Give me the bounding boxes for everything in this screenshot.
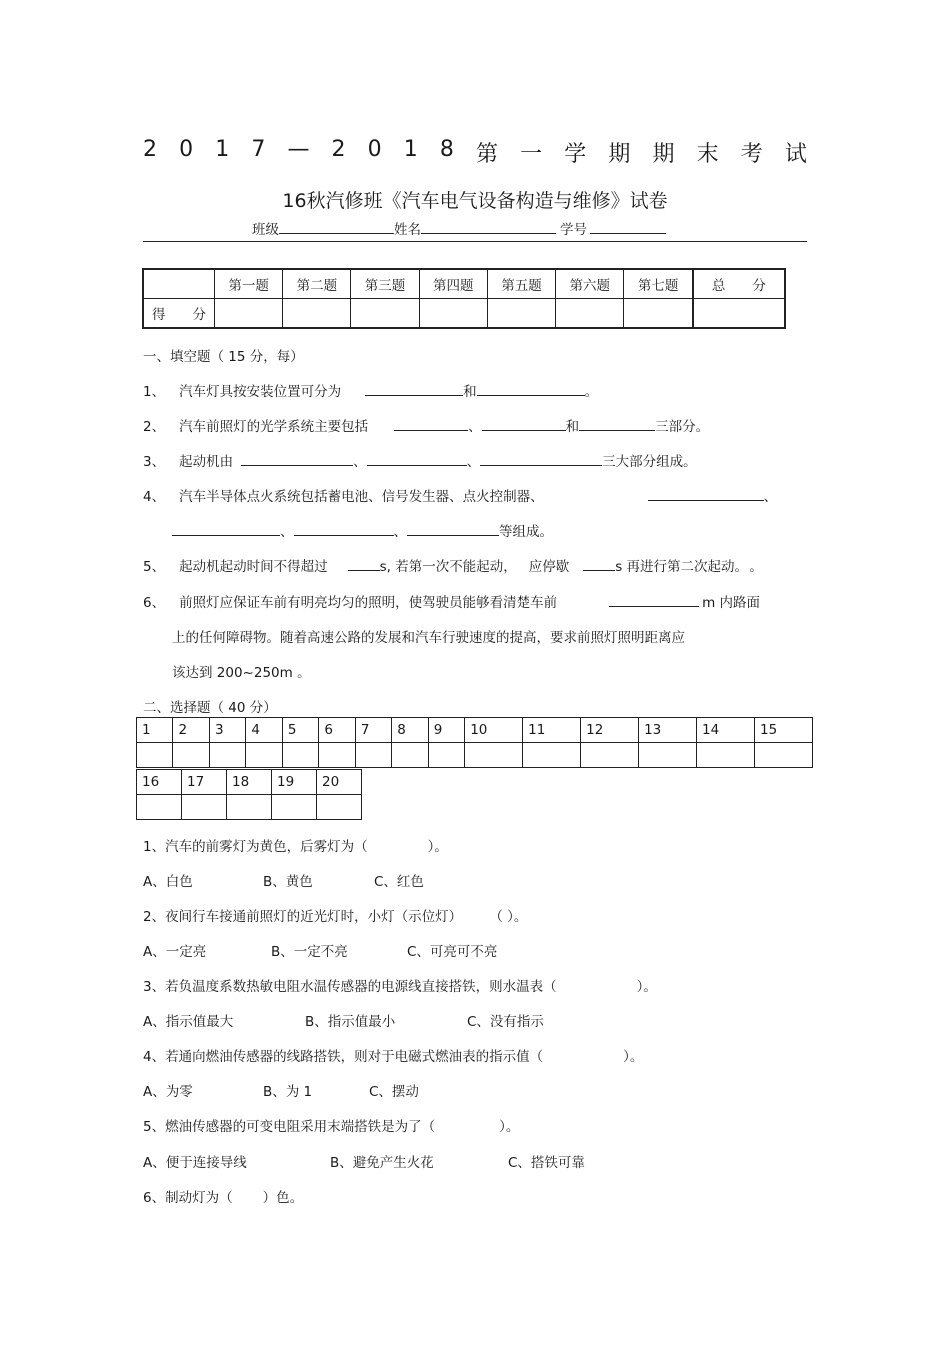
choice-options-5 (143, 1151, 585, 1171)
title-char: 0 (179, 137, 194, 162)
choice-options-1 (143, 870, 424, 890)
header-divider (143, 241, 807, 242)
score-cell[interactable] (556, 299, 624, 329)
answer-grid-cell[interactable] (355, 743, 391, 768)
title-char: 末 (696, 142, 719, 167)
answer-grid-cell[interactable] (272, 795, 317, 820)
fill-question-4-cont: 、 、 等组成。 (172, 520, 553, 540)
answer-blank[interactable] (348, 557, 380, 571)
answer-grid-cells (137, 743, 813, 768)
answer-blank[interactable] (609, 593, 699, 607)
score-header-cell: 第二题 (283, 269, 351, 299)
choice-question-3: 3、若负温度系数热敏电阻水温传感器的电源线直接搭铁，则水温表（ ）。 (143, 979, 657, 995)
option-a[interactable]: A、为零 (143, 1084, 193, 1100)
answer-grid-number: 7 (355, 718, 391, 743)
answer-grid-number: 19 (272, 770, 317, 795)
answer-grid-number: 1 (137, 718, 173, 743)
title-char: 期 (652, 142, 675, 167)
score-row-label: 得 分 (143, 299, 215, 329)
answer-grid-cell[interactable] (319, 743, 355, 768)
answer-grid-number: 4 (246, 718, 282, 743)
option-c[interactable]: C、红色 (374, 874, 424, 890)
answer-grid-cell[interactable] (227, 795, 272, 820)
answer-grid-number: 20 (317, 770, 362, 795)
answer-grid-number: 15 (754, 718, 812, 743)
answer-grid-number: 10 (465, 718, 523, 743)
answer-blank[interactable] (294, 522, 394, 536)
answer-grid-number: 17 (182, 770, 227, 795)
answer-grid-cell[interactable] (173, 743, 209, 768)
answer-grid-cell[interactable] (182, 795, 227, 820)
option-c[interactable]: C、没有指示 (467, 1014, 544, 1030)
answer-grid-cell[interactable] (317, 795, 362, 820)
option-c[interactable]: C、摆动 (369, 1084, 419, 1100)
score-header-cell: 第四题 (419, 269, 487, 299)
answer-grid-2 (136, 769, 362, 820)
score-header-cell: 第三题 (351, 269, 419, 299)
answer-grid-cells (137, 795, 362, 820)
answer-grid-number: 16 (137, 770, 182, 795)
title-char: 1 (403, 137, 418, 162)
answer-blank[interactable] (241, 452, 353, 466)
fill-question-4: 4、 汽车半导体点火系统包括蓄电池、信号发生器、点火控制器、 、 (143, 489, 778, 505)
choice-question-5: 5、燃油传感器的可变电阻采用末端搭铁是为了（ ）。 (143, 1119, 520, 1135)
score-cell[interactable] (215, 299, 283, 329)
answer-grid-labels (137, 718, 813, 743)
section2-heading: 二、选择题（ 40 分） (143, 700, 277, 716)
answer-grid-cell[interactable] (246, 743, 282, 768)
title-char: 8 (439, 137, 454, 162)
score-cell[interactable] (419, 299, 487, 329)
answer-grid-number: 6 (319, 718, 355, 743)
fill-question-3: 3、 起动机由 、 、 三大部分组成。 (143, 454, 697, 470)
answer-blank[interactable] (407, 522, 499, 536)
title-char: 7 (251, 137, 266, 162)
answer-grid-number: 11 (523, 718, 581, 743)
fill-question-6: 6、 前照灯应保证车前有明亮均匀的照明，使驾驶员能够看清楚车前 m 内路面 (143, 595, 761, 611)
option-b[interactable]: B、黄色 (263, 874, 313, 890)
id-blank[interactable] (590, 221, 666, 234)
title-char: 第 (475, 142, 498, 167)
answer-grid-cell[interactable] (581, 743, 639, 768)
answer-blank[interactable] (367, 452, 467, 466)
answer-grid-1 (136, 717, 813, 768)
answer-grid-cell[interactable] (697, 743, 755, 768)
option-a[interactable]: A、白色 (143, 874, 193, 890)
option-a[interactable]: A、一定亮 (143, 944, 207, 960)
answer-grid-cell[interactable] (137, 743, 173, 768)
option-a[interactable]: A、指示值最大 (143, 1014, 234, 1030)
answer-grid-labels (137, 770, 362, 795)
answer-grid-cell[interactable] (465, 743, 523, 768)
option-a[interactable]: A、便于连接导线 (143, 1155, 247, 1171)
name-label: 姓名 (394, 222, 421, 238)
answer-grid-cell[interactable] (209, 743, 245, 768)
score-cell[interactable] (693, 299, 785, 329)
score-header-cell: 第六题 (556, 269, 624, 299)
name-blank[interactable] (421, 221, 556, 234)
score-row (143, 299, 785, 329)
answer-blank[interactable] (482, 417, 566, 431)
id-label: 学号 (560, 222, 587, 238)
score-cell[interactable] (624, 299, 693, 329)
option-b[interactable]: B、为 1 (263, 1084, 313, 1100)
answer-grid-number: 2 (173, 718, 209, 743)
answer-grid-cell[interactable] (523, 743, 581, 768)
choice-question-1: 1、汽车的前雾灯为黄色，后雾灯为（ ）。 (143, 839, 448, 855)
answer-blank[interactable] (583, 557, 615, 571)
answer-blank[interactable] (579, 417, 655, 431)
class-label: 班级 (252, 222, 279, 238)
answer-grid-cell[interactable] (282, 743, 318, 768)
answer-blank[interactable] (480, 452, 602, 466)
title-char: 期 (608, 142, 631, 167)
score-header-cell: 第五题 (487, 269, 555, 299)
student-info-line (252, 218, 666, 238)
title-char: — (287, 137, 310, 162)
answer-grid-number: 9 (428, 718, 464, 743)
choice-question-6: 6、制动灯为（ ）色。 (143, 1190, 304, 1206)
answer-grid-number: 13 (639, 718, 697, 743)
fill-question-1: 1、 汽车灯具按安装位置可分为 和 。 (143, 384, 599, 400)
fill-question-6-line3: 该达到 200~250m 。 (172, 665, 311, 681)
score-header-row (143, 269, 785, 299)
option-c[interactable]: C、搭铁可靠 (508, 1155, 585, 1171)
title-char: 1 (215, 137, 230, 162)
answer-blank[interactable] (477, 382, 585, 396)
answer-blank[interactable] (394, 417, 468, 431)
title-char: 2 (331, 137, 346, 162)
answer-grid-number: 5 (282, 718, 318, 743)
answer-grid-number: 3 (209, 718, 245, 743)
answer-grid-number: 12 (581, 718, 639, 743)
answer-grid-cell[interactable] (428, 743, 464, 768)
score-cell[interactable] (351, 299, 419, 329)
answer-blank[interactable] (172, 522, 280, 536)
choice-options-4 (143, 1080, 419, 1100)
answer-blank[interactable] (365, 382, 463, 396)
score-header-cell: 第一题 (215, 269, 283, 299)
fill-question-6-line2: 上的任何障碍物。随着高速公路的发展和汽车行驶速度的提高，要求前照灯照明距离应 (172, 630, 685, 646)
score-table (142, 268, 786, 329)
option-b[interactable]: B、避免产生火花 (330, 1155, 434, 1171)
answer-grid-number: 14 (697, 718, 755, 743)
class-blank[interactable] (279, 221, 394, 234)
title-char: 学 (564, 142, 587, 167)
choice-question-2: 2、夜间行车接通前照灯的近光灯时，小灯（示位灯） （ ）。 (143, 909, 528, 925)
title-char: 2 (143, 137, 157, 162)
choice-options-2 (143, 940, 497, 960)
option-c[interactable]: C、可亮可不亮 (407, 944, 498, 960)
exam-title (143, 137, 807, 168)
answer-grid-number: 8 (392, 718, 428, 743)
answer-grid-cell[interactable] (639, 743, 697, 768)
score-header-cell: 总 分 (693, 269, 785, 299)
choice-options-3 (143, 1010, 544, 1030)
answer-grid-cell[interactable] (137, 795, 182, 820)
option-b[interactable]: B、一定不亮 (271, 944, 348, 960)
answer-grid-cell[interactable] (392, 743, 428, 768)
answer-blank[interactable] (648, 487, 764, 501)
option-b[interactable]: B、指示值最小 (305, 1014, 396, 1030)
section1-heading: 一、填空题（ 15 分，每） (143, 349, 304, 365)
score-header-cell (143, 269, 215, 299)
fill-question-5: 5、 起动机起动时间不得超过 s, 若第一次不能起动， 应停歇 s 再进行第二次起动。 。 (143, 559, 763, 575)
title-char: 试 (784, 142, 807, 167)
fill-question-2: 2、 汽车前照灯的光学系统主要包括 、 和 三部分。 (143, 419, 710, 435)
choice-question-4: 4、若通向燃油传感器的线路搭铁，则对于电磁式燃油表的指示值（ ）。 (143, 1049, 644, 1065)
title-char: 考 (740, 142, 763, 167)
title-char: 一 (520, 142, 543, 167)
score-header-cell: 第七题 (624, 269, 693, 299)
answer-grid-cell[interactable] (754, 743, 812, 768)
answer-grid-number: 18 (227, 770, 272, 795)
score-cell[interactable] (487, 299, 555, 329)
title-char: 0 (367, 137, 382, 162)
score-cell[interactable] (283, 299, 351, 329)
exam-subtitle: 16秋汽修班《汽车电气设备构造与维修》试卷 (282, 190, 668, 212)
